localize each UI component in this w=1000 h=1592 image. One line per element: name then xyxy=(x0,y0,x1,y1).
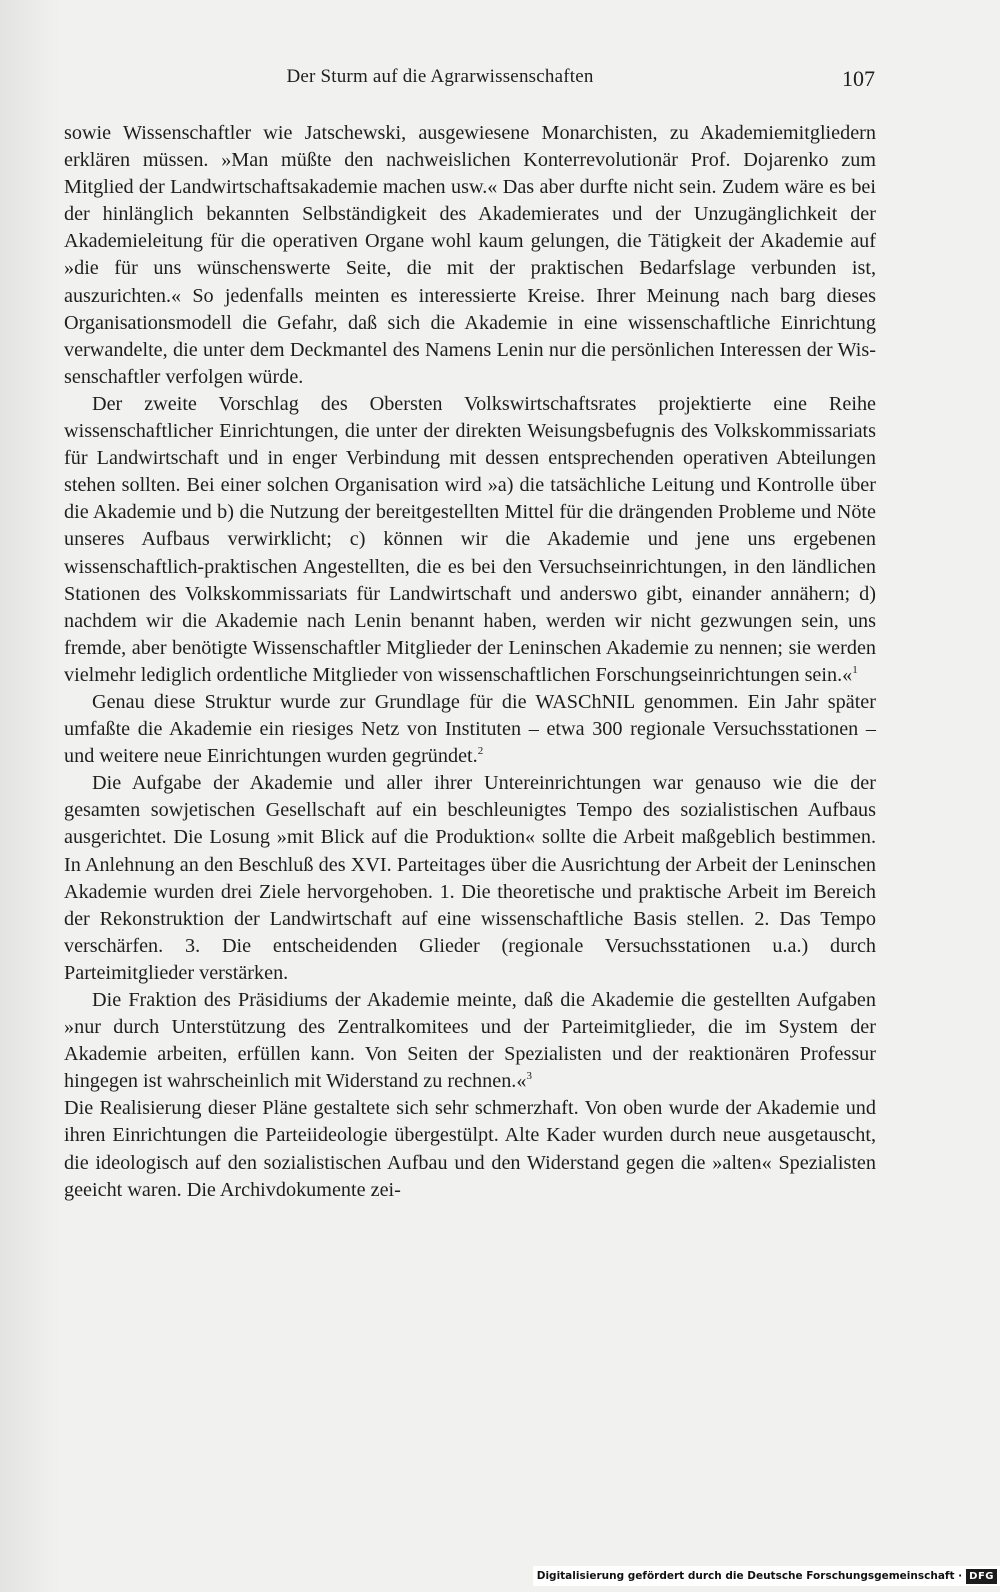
dfg-logo: DFG xyxy=(966,1569,997,1584)
paragraph-text: Die Realisierung dieser Pläne gestaltete sich sehr schmerzhaft. Von oben wurde der Akademie und ihren Einrichtungen die Parteiideologie übergestülpt. Alte Kader wurden durch neue ausgetauscht, die ideologisch auf den sozialistischen Aufbau und den Widerstand gegen die »alten« Spezialisten geeicht waren. Die Archivdokumente zei- xyxy=(64,1097,876,1201)
page-number: 107 xyxy=(842,66,875,91)
paragraph-text: Der zweite Vorschlag des Obersten Volkswirtschaftsrates projektierte eine Reihe wissenschaftlicher Einrichtungen, die unter der direkten Weisungsbefugnis des Volkskommissariats für Landwirtschaft und in enger Verbindung mit dessen entsprechenden operativen Abteilungen stehen sollten. Bei einer solchen Organisation wird »a) die tatsächliche Leitung und Kontrolle über die Akademie und b) die Nutzung der bereitgestellten Mittel für die drängenden Probleme und Nöte unseres Aufbaus verwirklicht; c) können wir die Akademie und jene uns ergebenen wissenschaftlich-praktischen Angestellten, die es bei den Versuchseinrichtungen, in den ländlichen Stationen des Volkskommissariats für Landwirtschaft und anderswo gibt, einander annähern; d) nachdem wir die Akademie nach Lenin benannt haben, werden wir nicht gezwungen sein, uns fremde, aber benötigte Wissenschaftler Mitglieder der Leninschen Akademie zu nennen; sie werden vielmehr lediglich ordentliche Mitglieder von wissenschaftlichen Forschungseinrichtungen sein.« xyxy=(64,392,876,686)
paragraph-2 xyxy=(64,391,876,689)
paragraph-text: Die Fraktion des Präsidiums der Akademie meinte, daß die Akademie die gestellten Aufgaben »nur durch Unterstützung des Zentralkomitees und der Parteimitglieder, die im System der Akademie arbeiten, erfüllen kann. Von Seiten der Spezialisten und der reaktionären Professur hingegen ist wahrscheinlich mit Widerstand zu rechnen.« xyxy=(64,989,876,1093)
digitization-credit xyxy=(533,1566,1000,1586)
paragraph-1 xyxy=(64,120,876,391)
paragraph-5 xyxy=(64,987,876,1095)
running-title: Der Sturm auf die Agrarwissenschaften xyxy=(286,66,594,87)
footnote-ref-2[interactable]: 2 xyxy=(477,745,484,758)
footnote-ref-3[interactable]: 3 xyxy=(526,1070,532,1083)
paragraph-4 xyxy=(64,770,876,987)
running-head xyxy=(0,66,1000,96)
body-text xyxy=(64,120,876,1204)
paragraph-6 xyxy=(64,1095,876,1203)
paragraph-text: sowie Wissenschaftler wie Jatschewski, ausgewiesene Monarchisten, zu Akademiemitgliedern erklären müssen. »Man müßte den nachweislichen Konterrevolutionär Prof. Dojarenko zum Mitglied der Landwirtschaftsakademie machen usw.« Das aber durfte nicht sein. Zudem wäre es bei der hinlänglich bekannten Selbständigkeit des Akademierates und der Unzugänglichkeit der Akademieleitung für die operativen Organe wohl kaum gelungen, die Tätigkeit der Akademie auf »die für uns wünschenswerte Seite, die mit der praktischen Bedarfslage verbunden ist, auszurichten.« So jedenfalls meinten es interessierte Kreise. Ihrer Meinung nach barg dieses Organisationsmodell die Gefahr, daß sich die Akademie in eine wissenschaftliche Einrichtung verwandelte, die unter dem Deckmantel des Namens Lenin nur die persönlichen Interessen der Wissenschaftler verfolgen würde. xyxy=(64,122,876,388)
paragraph-text: Genau diese Struktur wurde zur Grundlage für die WASChNIL genommen. Ein Jahr später umfaßte die Akademie ein riesiges Netz von Instituten – etwa 300 regionale Versuchsstationen – und weitere neue Einrichtungen wurden gegründet. xyxy=(64,690,876,768)
footnote-ref-1[interactable]: 1 xyxy=(852,663,858,676)
paragraph-3 xyxy=(64,689,876,770)
credit-text: Digitalisierung gefördert durch die Deutsche Forschungsgemeinschaft · xyxy=(536,1570,963,1582)
page-edge-shadow xyxy=(0,0,60,1592)
paragraph-text: Die Aufgabe der Akademie und aller ihrer Untereinrichtungen war genauso wie die der gesamten sowjetischen Gesellschaft auf ein beschleunigtes Tempo des sozialistischen Aufbaus ausgerichtet. Die Losung »mit Blick auf die Produktion« sollte die Arbeit maßgeblich bestimmen. In Anlehnung an den Beschluß des XVI. Parteitages über die Ausrichtung der Arbeit der Leninschen Akademie wurden drei Ziele hervorgehoben. 1. Die theoretische und praktische Arbeit im Bereich der Rekonstruktion der Landwirtschaft auf eine wissenschaftliche Basis stellen. 2. Das Tempo verschärfen. 3. Die entscheidenden Glieder (regionale Versuchsstationen u.a.) durch Parteimitglieder verstärken. xyxy=(64,772,876,984)
